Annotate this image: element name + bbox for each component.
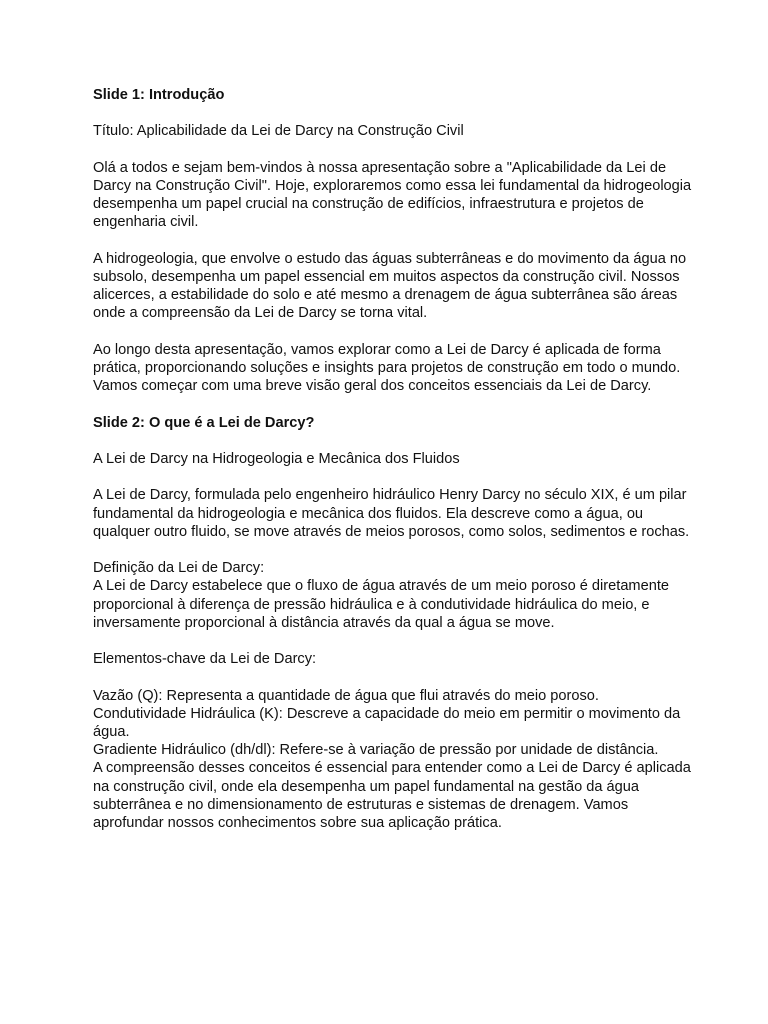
definition-label: Definição da Lei de Darcy:	[93, 560, 265, 577]
element-hydraulic-conductivity: Condutividade Hidráulica (K): Descreve a capacidade do meio em permitir o movimento da água.	[93, 705, 681, 740]
slide1-paragraph-1: Olá a todos e sejam bem-vindos à nossa apresentação sobre a "Aplicabilidade da Lei de Darcy na Construção Civil". Hoje, exploraremos como essa lei fundamental da hidrogeologia desempenha um papel crucial na construção de edifícios, infraestrutura e projetos de engenharia civil.	[93, 159, 692, 231]
closing-paragraph: A compreensão desses conceitos é essencial para entender como a Lei de Darcy é aplicada na construção civil, onde ela desempenha um papel fundamental na gestão da água subterrânea e no dimensionamento de estruturas e sistemas de drenagem. Vamos aprofundar nossos conhecimentos sobre sua aplicação prática.	[93, 760, 691, 831]
element-flow-rate: Vazão (Q): Representa a quantidade de água que flui através do meio poroso.	[93, 687, 599, 704]
spacer	[93, 541, 693, 559]
spacer	[93, 632, 693, 650]
slide1-paragraph-3: Ao longo desta apresentação, vamos explorar como a Lei de Darcy é aplicada de forma prática, proporcionando soluções e insights para projetos de construção em todo o mundo. Vamos começar com uma breve visão geral dos conceitos essenciais da Lei de Darcy.	[93, 341, 681, 395]
elements-label: Elementos-chave da Lei de Darcy:	[93, 651, 317, 668]
slide1-paragraph-2: A hidrogeologia, que envolve o estudo das águas subterrâneas e do movimento da água no subsolo, desempenha um papel essencial em muitos aspectos da construção civil. Nossos alicerces, a estabilidade do solo e até mesmo a drenagem de água subterrânea são áreas onde a compreensão da Lei de Darcy se torna vital.	[93, 250, 687, 322]
spacer	[93, 668, 693, 686]
spacer	[93, 141, 693, 159]
spacer	[93, 432, 693, 450]
spacer	[93, 104, 693, 122]
spacer	[93, 323, 693, 341]
slide2-paragraph-1: A Lei de Darcy, formulada pelo engenheiro hidráulico Henry Darcy no século XIX, é um pilar fundamental da hidrogeologia e mecânica dos fluidos. Ela descreve como a água, ou qualquer outro fluido, se move através de meios porosos, como solos, sedimentos e rochas.	[93, 487, 690, 540]
slide1-title: Título: Aplicabilidade da Lei de Darcy na Construção Civil	[93, 123, 464, 140]
slide1-heading: Slide 1: Introdução	[93, 87, 225, 103]
element-hydraulic-gradient: Gradiente Hidráulico (dh/dl): Refere-se à variação de pressão por unidade de distância.	[93, 742, 659, 759]
document-page	[93, 86, 693, 832]
spacer	[93, 468, 693, 486]
spacer	[93, 395, 693, 413]
slide2-subtitle: A Lei de Darcy na Hidrogeologia e Mecânica dos Fluidos	[93, 450, 460, 467]
definition-text: A Lei de Darcy estabelece que o fluxo de água através de um meio poroso é diretamente proporcional à diferença de pressão hidráulica e à condutividade hidráulica do meio, e inversamente proporcional à distância através da qual a água se move.	[93, 578, 669, 631]
slide2-heading: Slide 2: O que é a Lei de Darcy?	[93, 414, 315, 431]
spacer	[93, 232, 693, 250]
